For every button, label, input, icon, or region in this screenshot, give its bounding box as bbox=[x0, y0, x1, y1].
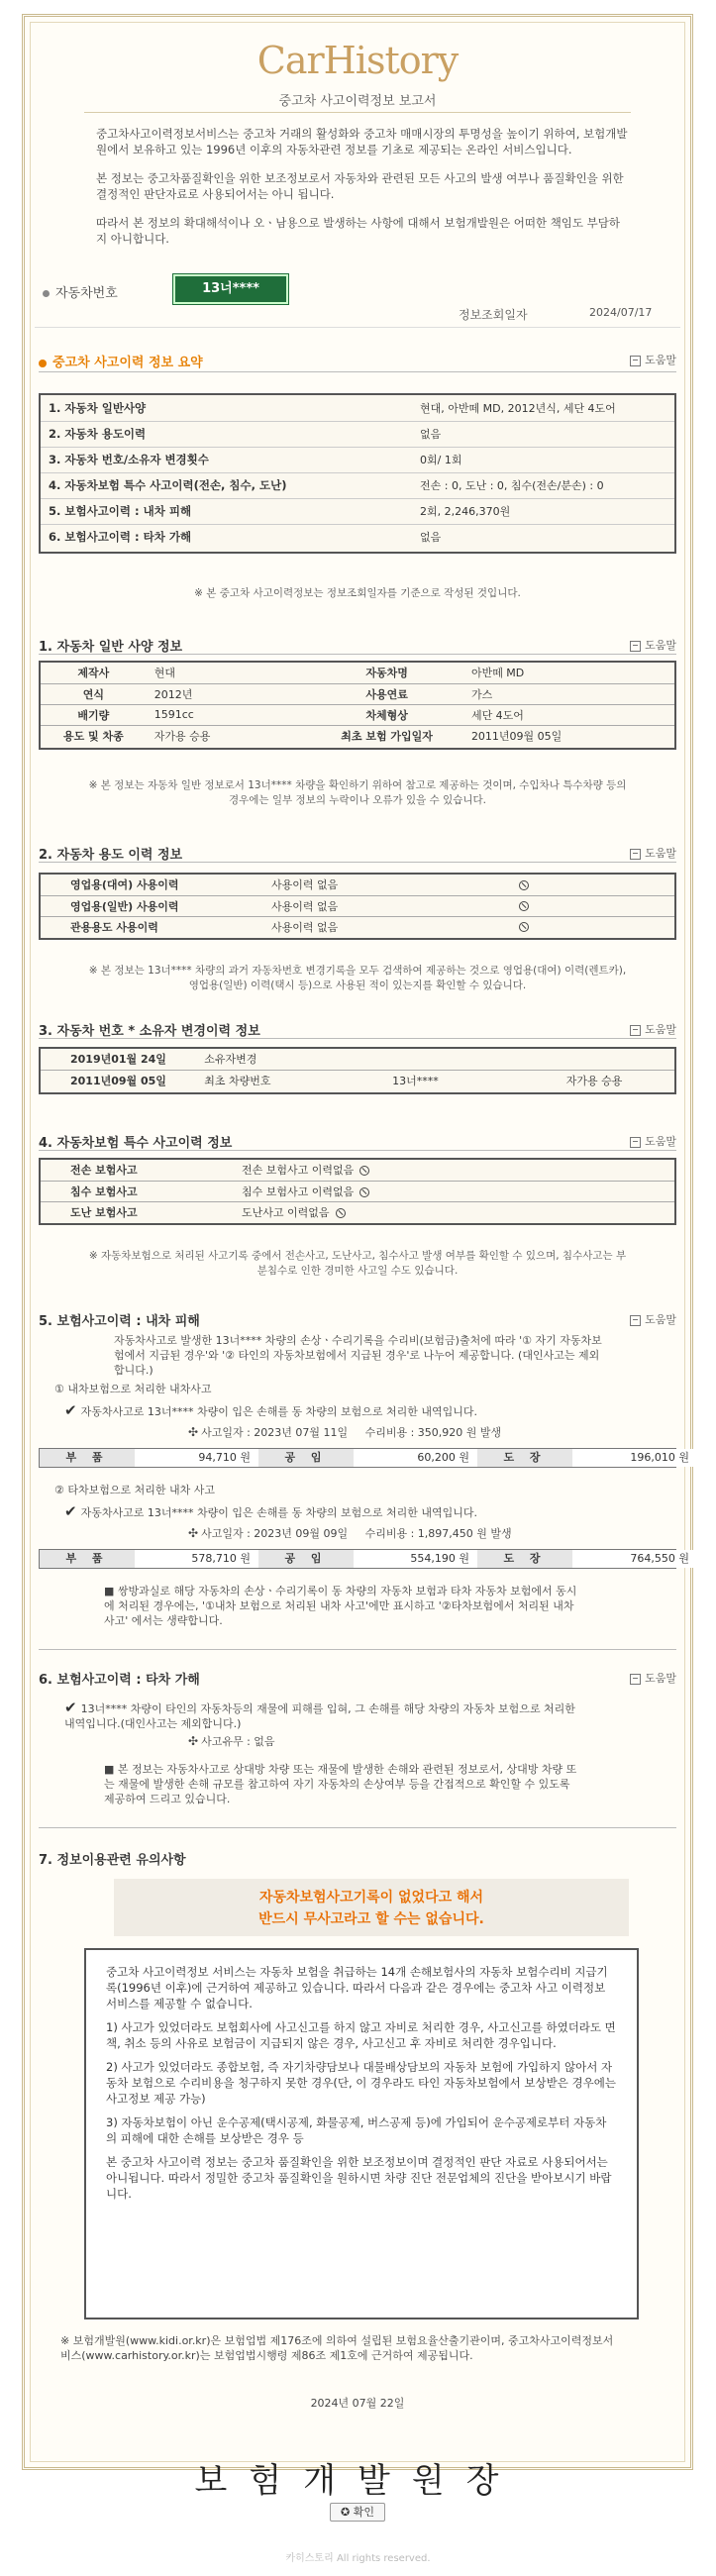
spec-value: 자가용 승용 bbox=[153, 729, 211, 743]
help-icon bbox=[630, 1674, 641, 1685]
summary-key: 1. 자동차 일반사양 bbox=[49, 400, 147, 415]
labor-value: 554,190 원 bbox=[354, 1550, 477, 1568]
usage-table bbox=[41, 875, 674, 937]
summary-key: 4. 자동차보험 특수 사고이력(전손, 침수, 도난) bbox=[49, 478, 287, 492]
caution-paragraph: 중고차 사고이력정보 서비스는 자동차 보험을 취급하는 14개 손해보험사의 자동차 보험수리비 지급기록(1996년 이후)에 근거하여 제공하고 있습니다. 따라서 다음과 같은 경우에는 중고차 사고 이력정보 서비스를 제공할 수 없습니다. bbox=[106, 1965, 608, 2010]
owner-row bbox=[41, 1070, 674, 1090]
report-paper bbox=[22, 14, 693, 2501]
usage-value: 사용이력 없음 bbox=[271, 878, 339, 892]
no-use-icon bbox=[519, 880, 529, 890]
summary-note: ※ 본 중고차 사고이력정보는 정보조회일자를 기준으로 작성된 것입니다. bbox=[194, 587, 521, 599]
owner-cell bbox=[384, 1049, 559, 1070]
warning-line-1: 자동차보험사고기록이 없었다고 해서 bbox=[258, 1890, 484, 1906]
spec-key: 용도 및 차종 bbox=[62, 729, 124, 743]
summary-row bbox=[41, 498, 674, 524]
other-damage-text bbox=[64, 1700, 579, 1731]
special-key: 침수 보험사고 bbox=[70, 1185, 138, 1198]
caution-paragraph: 본 중고차 사고이력 정보는 중고차 품질확인을 위한 보조정보이며 결정적인 판단 자료로 사용되어서는 아니됩니다. 따라서 정밀한 중고차 품질확인을 원하시면 차량 진단 전문업체의 진단을 받아보시기 바랍니다. bbox=[106, 2155, 612, 2201]
owner-cell bbox=[559, 1049, 674, 1070]
owner-table bbox=[41, 1049, 674, 1090]
owner-cell: 2011년09월 05일 bbox=[70, 1074, 166, 1087]
help-label: 도움말 bbox=[645, 1135, 676, 1148]
spec-key: 연식 bbox=[82, 687, 104, 701]
help-label: 도움말 bbox=[645, 354, 676, 366]
caution-item: 3) 자동차보험이 아닌 운수공제(택시공제, 화물공제, 버스공제 등)에 가입되어 운수공제로부터 자동차의 피해에 대한 손해를 보상받은 경우 등 bbox=[106, 2115, 607, 2145]
summary-value: 2회, 2,246,370원 bbox=[420, 505, 511, 518]
divider bbox=[39, 1649, 676, 1650]
other-damage-text-body: 13너**** 차량이 타인의 자동차등의 재물에 피해를 입혀, 그 손해를 해당 차량의 자동차 보험으로 처리한 내역입니다.(대인사고는 제외합니다.) bbox=[64, 1702, 575, 1730]
help-label: 도움말 bbox=[645, 847, 676, 860]
claim-cost: 수리비용 : 1,897,450 원 발생 bbox=[364, 1527, 512, 1540]
usage-title: 2. 자동차 용도 이력 정보 bbox=[39, 848, 183, 863]
divider bbox=[39, 862, 676, 863]
owner-cell: 자가용 승용 bbox=[565, 1074, 623, 1087]
summary-key: 6. 보험사고이력 : 타차 가해 bbox=[49, 530, 192, 545]
summary-value: 없음 bbox=[420, 428, 442, 441]
help-button[interactable] bbox=[630, 1311, 676, 1327]
claim-text-1 bbox=[64, 1403, 477, 1419]
paint-value: 764,550 원 bbox=[572, 1550, 697, 1568]
issue-date: 2024년 07월 22일 bbox=[310, 2397, 405, 2410]
no-use-icon bbox=[519, 901, 529, 911]
special-key: 도난 보험사고 bbox=[70, 1205, 138, 1219]
bullet-icon: ■ bbox=[104, 1763, 115, 1776]
claim-2-amounts bbox=[39, 1549, 689, 1569]
query-date-value: 2024/07/17 bbox=[589, 306, 653, 319]
divider bbox=[39, 371, 676, 372]
usage-row bbox=[41, 916, 674, 937]
summary-box bbox=[39, 393, 676, 554]
labor-label: 공 임 bbox=[258, 1449, 354, 1467]
caution-warning bbox=[114, 1879, 629, 1936]
own-damage-sub2: ② 타차보험으로 처리한 내차 사고 bbox=[54, 1484, 215, 1496]
spec-value: 세단 4도어 bbox=[470, 708, 524, 722]
special-row bbox=[41, 1160, 674, 1181]
special-row bbox=[41, 1181, 674, 1201]
summary-row bbox=[41, 447, 674, 472]
owner-box bbox=[39, 1047, 676, 1094]
special-value-text: 침수 보험사고 이력없음 bbox=[242, 1185, 355, 1198]
spec-box bbox=[39, 661, 676, 750]
parts-label: 부 품 bbox=[40, 1449, 135, 1467]
help-button[interactable] bbox=[630, 1133, 676, 1149]
title-divider bbox=[84, 112, 631, 113]
summary-row bbox=[41, 472, 674, 498]
report-subtitle: 중고차 사고이력정보 보고서 bbox=[278, 94, 437, 109]
bullet-icon bbox=[39, 360, 47, 367]
divider bbox=[39, 1150, 676, 1151]
plate-label bbox=[43, 282, 118, 301]
no-use-icon bbox=[359, 1166, 369, 1176]
help-icon bbox=[630, 849, 641, 860]
spec-key: 최초 보험 가입일자 bbox=[341, 729, 433, 743]
summary-value: 0회/ 1회 bbox=[420, 454, 462, 466]
footer-brand: 카히스토리 bbox=[285, 2553, 334, 2564]
carhistory-logo: CarHistory bbox=[256, 39, 459, 82]
claim-text: 자동차사고로 13너**** 차량이 입은 손해를 동 차량의 보험으로 처리한 내역입니다. bbox=[80, 1405, 477, 1418]
spec-value: 가스 bbox=[470, 687, 493, 701]
special-value bbox=[234, 1160, 674, 1181]
usage-icon-cell bbox=[511, 875, 674, 895]
usage-icon-cell bbox=[511, 895, 674, 916]
special-box bbox=[39, 1158, 676, 1225]
special-value-text: 도난사고 이력없음 bbox=[242, 1205, 330, 1219]
issuer-seal: 보험개발원장 bbox=[194, 2461, 521, 2501]
special-title: 4. 자동차보험 특수 사고이력 정보 bbox=[39, 1136, 233, 1151]
no-use-icon bbox=[359, 1187, 369, 1197]
spec-key: 차체형상 bbox=[365, 708, 408, 722]
help-label: 도움말 bbox=[645, 1023, 676, 1036]
usage-row bbox=[41, 875, 674, 895]
spec-row bbox=[41, 663, 674, 683]
summary-row bbox=[41, 524, 674, 550]
parts-value: 578,710 원 bbox=[135, 1550, 258, 1568]
usage-row bbox=[41, 895, 674, 916]
help-button[interactable] bbox=[630, 1670, 676, 1686]
check-icon: ✔ bbox=[64, 1699, 77, 1716]
spec-value: 현대 bbox=[153, 667, 175, 680]
claim-2-info bbox=[188, 1526, 604, 1541]
divider bbox=[39, 1827, 676, 1828]
crosshair-icon: ✣ bbox=[188, 1526, 199, 1540]
spec-note: ※ 본 정보는 자동차 일반 정보로서 13너**** 차량을 확인하기 위하여 참고로 제공하는 것이며, 수입차나 특수차량 등의 경우에는 일부 정보의 누락이나 오류가 있을 수 있습니다. bbox=[88, 779, 627, 806]
usage-key: 영업용(일반) 사용이력 bbox=[70, 899, 179, 913]
claim-text-2 bbox=[64, 1504, 477, 1520]
confirm-button[interactable] bbox=[330, 2503, 385, 2522]
summary-row bbox=[41, 395, 674, 421]
other-damage-note bbox=[104, 1762, 579, 1806]
usage-key: 영업용(대여) 사용이력 bbox=[70, 878, 179, 892]
help-label: 도움말 bbox=[645, 639, 676, 652]
summary-key: 2. 자동차 용도이력 bbox=[49, 427, 147, 441]
summary-row bbox=[41, 421, 674, 447]
owner-row bbox=[41, 1049, 674, 1070]
help-icon bbox=[630, 1315, 641, 1326]
intro-text bbox=[96, 126, 631, 259]
spec-key: 자동차명 bbox=[365, 667, 408, 680]
spec-title: 1. 자동차 일반 사양 정보 bbox=[39, 640, 183, 655]
usage-value: 사용이력 없음 bbox=[271, 920, 339, 934]
owner-title: 3. 자동차 번호 * 소유자 변경이력 정보 bbox=[39, 1024, 260, 1039]
spec-row bbox=[41, 725, 674, 746]
help-label: 도움말 bbox=[645, 1672, 676, 1685]
plate-label-text: 자동차번호 bbox=[55, 286, 118, 301]
claim-1-info bbox=[188, 1425, 604, 1440]
check-icon: ✔ bbox=[64, 1502, 77, 1520]
footer-text: All rights reserved. bbox=[336, 2553, 431, 2564]
summary-value: 없음 bbox=[420, 531, 442, 545]
claim-cost: 수리비용 : 350,920 원 발생 bbox=[364, 1426, 502, 1439]
intro-paragraph: 중고차사고이력정보서비스는 중고차 거래의 활성화와 중고차 매매시장의 투명성을 높이기 위하여, 보험개발원에서 보유하고 있는 1996년 이후의 자동차관련 정보를 기초로 제공되는 온라인 서비스입니다. bbox=[96, 127, 628, 156]
claim-date: 사고일자 : 2023년 07월 11일 bbox=[201, 1426, 349, 1439]
spec-key: 제작사 bbox=[77, 667, 110, 680]
other-damage-reason bbox=[188, 1734, 275, 1749]
special-value bbox=[234, 1181, 674, 1201]
intro-paragraph: 본 정보는 중고차품질확인을 위한 보조정보로서 자동차와 관련된 모든 사고의 발생 여부나 품질확인을 위한 결정적인 판단자료로 사용되어서는 아니 됩니다. bbox=[96, 171, 624, 201]
labor-value: 60,200 원 bbox=[354, 1449, 477, 1467]
summary-table bbox=[41, 395, 674, 550]
special-value bbox=[234, 1201, 674, 1222]
spec-value: 2012년 bbox=[153, 687, 193, 701]
no-use-icon bbox=[336, 1208, 346, 1218]
usage-note: ※ 본 정보는 13너**** 차량의 과거 자동차번호 변경기록을 모두 검색하여 제공하는 것으로 영업용(대여) 이력(렌트카), 영업용(일반) 이력(택시 등)으로 사용된 적이 있는지를 확인할 수 있습니다. bbox=[88, 965, 627, 991]
spec-key: 배기량 bbox=[77, 708, 110, 722]
spec-row bbox=[41, 704, 674, 725]
help-label: 도움말 bbox=[645, 1313, 676, 1326]
special-note: ※ 자동차보험으로 처리된 사고기록 중에서 전손사고, 도난사고, 침수사고 발생 여부를 확인할 수 있으며, 침수사고는 부분침수로 인한 경미한 사고일 수도 있습니다. bbox=[88, 1250, 627, 1277]
divider bbox=[39, 654, 676, 655]
labor-label: 공 임 bbox=[258, 1550, 354, 1568]
paint-label: 도 장 bbox=[477, 1550, 572, 1568]
owner-cell: 소유자변경 bbox=[204, 1053, 257, 1067]
usage-value: 사용이력 없음 bbox=[271, 899, 339, 913]
spec-value: 아반떼 MD bbox=[470, 667, 525, 680]
own-damage-sub1: ① 내차보험으로 처리한 내차사고 bbox=[54, 1383, 212, 1395]
special-key: 전손 보험사고 bbox=[70, 1164, 138, 1178]
usage-icon-cell bbox=[511, 916, 674, 937]
help-icon bbox=[630, 1025, 641, 1036]
spec-row bbox=[41, 683, 674, 704]
parts-label: 부 품 bbox=[40, 1550, 135, 1568]
caution-item: 2) 사고가 있었더라도 종합보험, 즉 자기차량담보나 대물배상담보의 자동차 보험에 가입하지 않아서 자동차 보험으로 수리비용을 청구하지 못한 경우(단, 이 경우라도 타인 자동차보험에서 보상받은 경우에는 사고정보 제공 가능) bbox=[106, 2060, 616, 2106]
claim-date: 사고일자 : 2023년 09월 09일 bbox=[201, 1527, 349, 1540]
divider bbox=[39, 1038, 676, 1039]
special-table bbox=[41, 1160, 674, 1222]
claim-1-amounts bbox=[39, 1448, 689, 1468]
warning-line-2: 반드시 무사고라고 할 수는 없습니다. bbox=[258, 1911, 484, 1927]
own-damage-note bbox=[104, 1584, 579, 1628]
summary-value: 현대, 아반떼 MD, 2012년식, 세단 4도어 bbox=[420, 401, 616, 415]
claim-text: 자동차사고로 13너**** 차량이 입은 손해를 동 차량의 보험으로 처리한 내역입니다. bbox=[80, 1506, 477, 1519]
intro-paragraph: 따라서 본 정보의 확대해석이나 오ㆍ남용으로 발생하는 사항에 대해서 보험개발원은 어떠한 책임도 부담하지 아니합니다. bbox=[96, 216, 621, 246]
help-button[interactable] bbox=[630, 1021, 676, 1037]
plate-row bbox=[35, 270, 680, 328]
usage-box bbox=[39, 873, 676, 940]
crosshair-icon: ✣ bbox=[188, 1734, 199, 1748]
special-row bbox=[41, 1201, 674, 1222]
caution-item: 1) 사고가 있었더라도 보험회사에 사고신고를 하지 않고 자비로 처리한 경우, 사고신고를 하였더라도 면책, 취소 등의 사유로 보험금이 지급되지 않은 경우, 사고신고 후 자비로 처리한 경우입니다. bbox=[106, 2020, 616, 2050]
help-button[interactable] bbox=[630, 352, 676, 367]
owner-cell: 최초 차량번호 bbox=[204, 1074, 271, 1087]
bullet-icon bbox=[43, 290, 50, 297]
summary-title bbox=[39, 352, 203, 370]
other-damage-title: 6. 보험사고이력 : 타차 가해 bbox=[39, 1673, 200, 1688]
license-plate: 13너**** bbox=[173, 274, 288, 304]
summary-value: 전손 : 0, 도난 : 0, 침수(전손/분손) : 0 bbox=[420, 479, 604, 492]
spec-table bbox=[41, 663, 674, 746]
summary-key: 5. 보험사고이력 : 내차 피해 bbox=[49, 504, 192, 518]
caution-title: 7. 정보이용관련 유의사항 bbox=[39, 1853, 186, 1868]
spec-value: 1591cc bbox=[153, 708, 194, 721]
spec-value: 2011년09월 05일 bbox=[470, 729, 563, 743]
paint-value: 196,010 원 bbox=[572, 1449, 697, 1467]
owner-cell: 2019년01월 24일 bbox=[70, 1053, 166, 1067]
own-damage-desc: 자동차사고로 발생한 13너**** 차량의 손상ㆍ수리기록을 수리비(보험금)출처에 따라 '① 자기 자동차보험에서 지급된 경우'와 '② 타인의 자동차보험에서 지급된 경우'로 나누어 제공합니다. (대인사고는 제외합니다.) bbox=[114, 1334, 602, 1377]
legal-note: ※ 보험개발원(www.kidi.or.kr)은 보험업법 제176조에 의하여 설립된 보험요율산출기관이며, 중고차사고이력정보서비스(www.carhistory.or.kr)는 보험업법시행령 제86조 제1호에 근거하여 제공됩니다. bbox=[60, 2334, 614, 2362]
confirm-label: 확인 bbox=[353, 2506, 374, 2519]
help-icon bbox=[630, 641, 641, 652]
help-button[interactable] bbox=[630, 637, 676, 653]
summary-title-text: 중고차 사고이력 정보 요약 bbox=[52, 356, 203, 370]
bullet-icon: ■ bbox=[104, 1585, 115, 1597]
summary-key: 3. 자동차 번호/소유자 변경횟수 bbox=[49, 453, 209, 466]
paint-label: 도 장 bbox=[477, 1449, 572, 1467]
check-icon: ✔ bbox=[64, 1401, 77, 1419]
caution-infobox bbox=[84, 1948, 639, 2319]
special-value-text: 전손 보험사고 이력없음 bbox=[242, 1164, 355, 1178]
own-damage-title: 5. 보험사고이력 : 내차 피해 bbox=[39, 1314, 200, 1329]
footer bbox=[0, 2549, 716, 2564]
parts-value: 94,710 원 bbox=[135, 1449, 258, 1467]
reason-text: 사고유무 : 없음 bbox=[201, 1735, 275, 1748]
owner-cell: 13너**** bbox=[392, 1074, 439, 1087]
no-use-icon bbox=[519, 922, 529, 932]
usage-key: 관용용도 사용이력 bbox=[70, 920, 158, 934]
own-damage-note-text: 쌍방과실로 해당 자동차의 손상ㆍ수리기록이 동 차량의 자동차 보험과 타차 자동차 보험에서 동시에 처리된 경우에는, '①내차 보험으로 처리된 내차 사고'에만 표시하고 '②타차보험에서 처리된 내차 사고' 에서는 생략합니다. bbox=[104, 1585, 577, 1627]
spec-key: 사용연료 bbox=[365, 687, 408, 701]
help-icon bbox=[630, 1137, 641, 1148]
crosshair-icon: ✣ bbox=[188, 1425, 199, 1439]
ok-icon: ✪ bbox=[341, 2506, 351, 2519]
query-date-label: 정보조회일자 bbox=[459, 308, 528, 322]
help-button[interactable] bbox=[630, 845, 676, 861]
help-icon bbox=[630, 356, 641, 366]
other-damage-note-text: 본 정보는 자동차사고로 상대방 차량 또는 재물에 발생한 손해와 관련된 정보로서, 상대방 차량 또는 재물에 발생한 손해 규모를 참고하여 자기 자동차의 손상여부 등을 간접적으로 확인할 수 있도록 제공하여 드리고 있습니다. bbox=[104, 1763, 577, 1805]
